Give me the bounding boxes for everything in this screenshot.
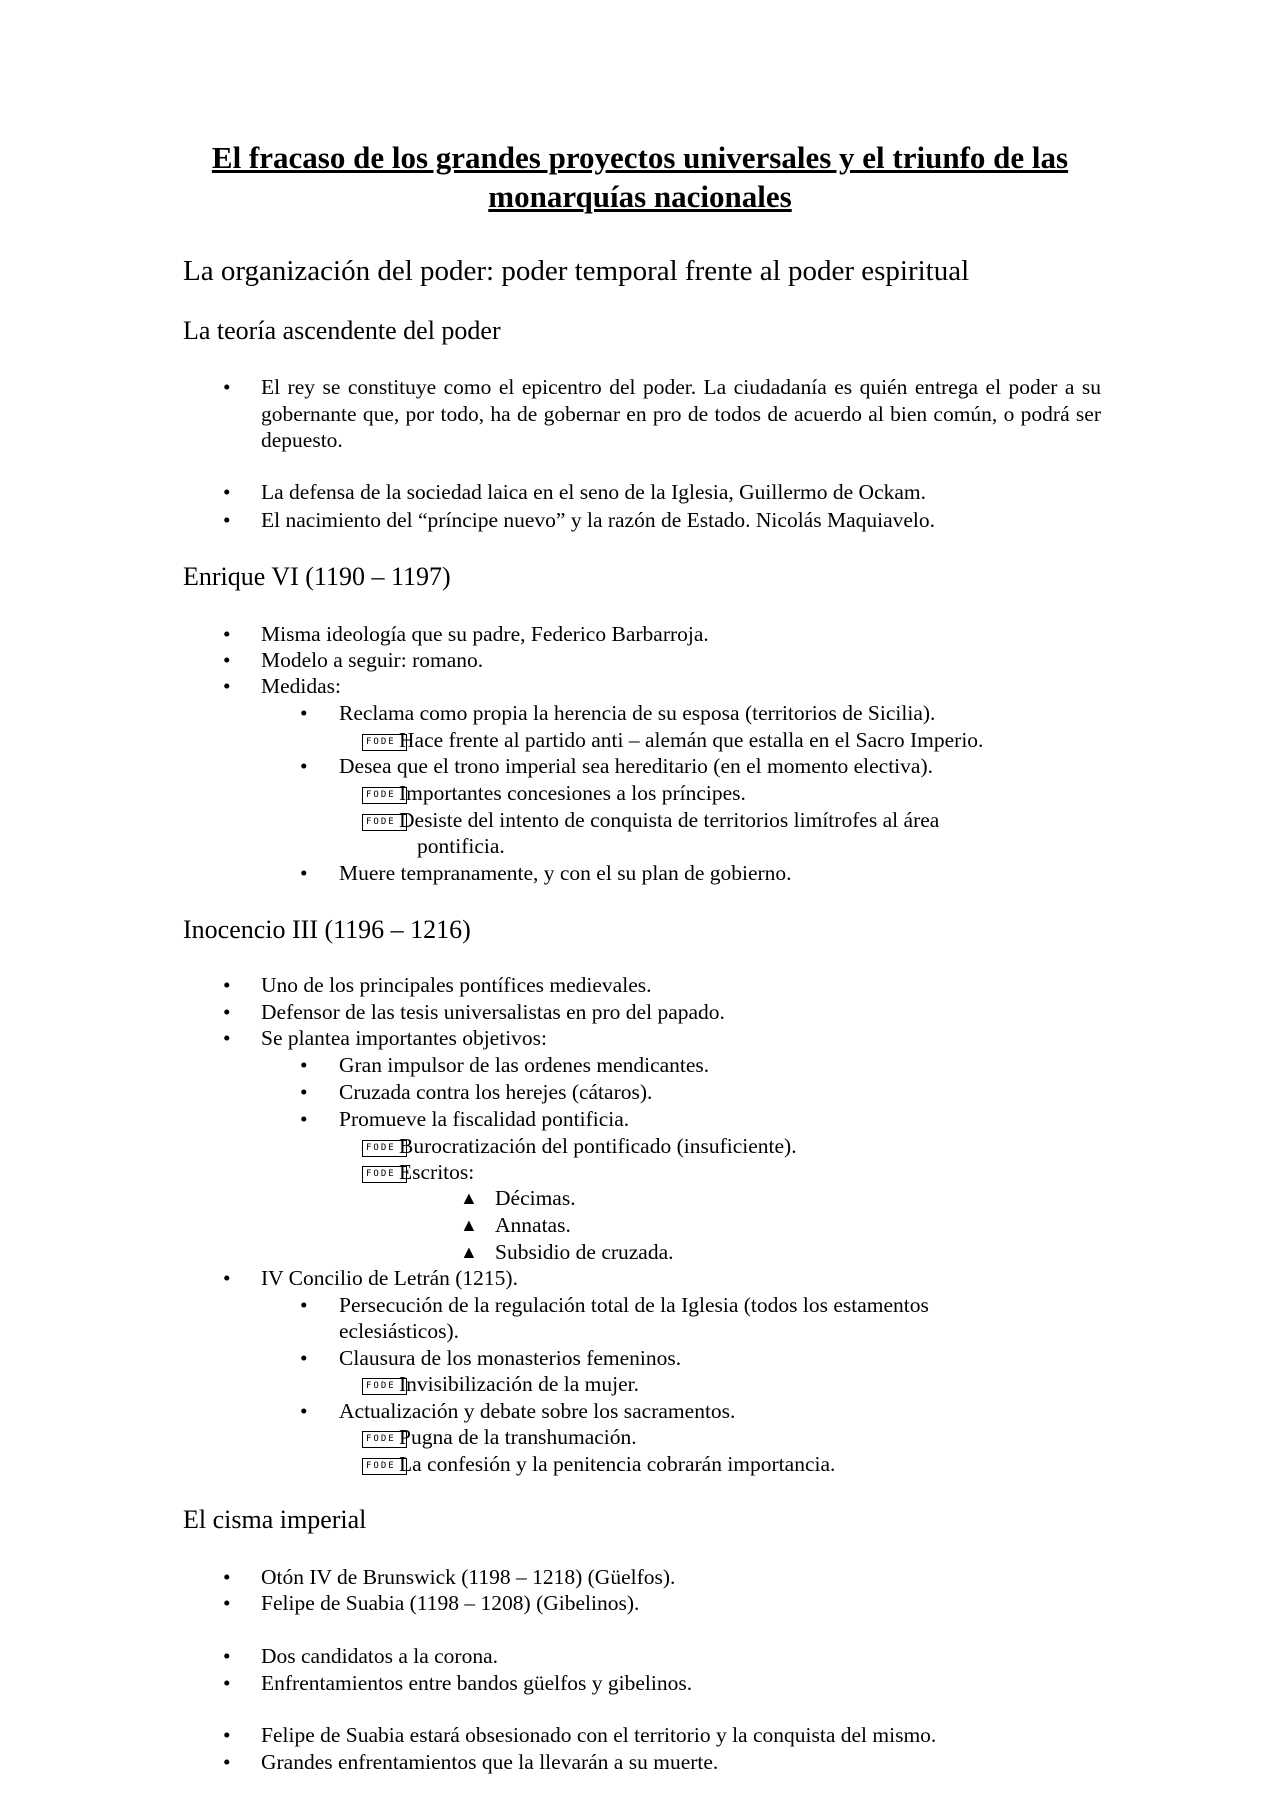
- list-item: Desea que el trono imperial sea hereditario (en el momento electiva).: [339, 754, 933, 778]
- triangle-bullet-icon: ▲: [460, 1242, 478, 1262]
- heading-inocencio: Inocencio III (1196 – 1216): [183, 915, 471, 944]
- field-placeholder-icon: FODE: [362, 1431, 407, 1448]
- bullet-icon: •: [300, 1293, 308, 1317]
- list-item: Subsidio de cruzada.: [495, 1240, 674, 1264]
- field-placeholder-icon: FODE: [362, 787, 407, 804]
- bullet-icon: •: [223, 1591, 231, 1615]
- bullet-icon: •: [223, 1026, 231, 1050]
- list-item-continuation: pontificia.: [417, 834, 505, 858]
- list-item: Importantes concesiones a los príncipes.: [399, 781, 746, 805]
- triangle-bullet-icon: ▲: [460, 1188, 478, 1208]
- list-item: Pugna de la transhumación.: [399, 1425, 637, 1449]
- bullet-icon: •: [223, 648, 231, 672]
- list-item: Hace frente al partido anti – alemán que estalla en el Sacro Imperio.: [399, 728, 984, 752]
- triangle-bullet-icon: ▲: [460, 1215, 478, 1235]
- list-item: Medidas:: [261, 674, 342, 698]
- list-item: Felipe de Suabia estará obsesionado con el territorio y la conquista del mismo.: [261, 1723, 937, 1747]
- field-placeholder-icon: FODE: [362, 1378, 407, 1395]
- bullet-icon: •: [300, 1346, 308, 1370]
- list-item: Actualización y debate sobre los sacramentos.: [339, 1399, 736, 1423]
- list-item: Persecución de la regulación total de la Iglesia (todos los estamentos: [339, 1293, 929, 1317]
- heading-enrique: Enrique VI (1190 – 1197): [183, 562, 451, 591]
- field-placeholder-icon: FODE: [362, 1166, 407, 1183]
- bullet-icon: •: [300, 1080, 308, 1104]
- list-item: Reclama como propia la herencia de su esposa (territorios de Sicilia).: [339, 701, 936, 725]
- list-item: Clausura de los monasterios femeninos.: [339, 1346, 682, 1370]
- list-item: Uno de los principales pontífices medievales.: [261, 973, 652, 997]
- list-item: Desiste del intento de conquista de territorios limítrofes al área: [399, 808, 940, 832]
- list-item: Muere tempranamente, y con el su plan de gobierno.: [339, 861, 792, 885]
- bullet-icon: •: [223, 674, 231, 698]
- bullet-icon: •: [223, 622, 231, 646]
- bullet-icon: •: [300, 1053, 308, 1077]
- field-placeholder-icon: FODE: [362, 1458, 407, 1475]
- bullet-icon: •: [300, 1399, 308, 1423]
- list-item: Invisibilización de la mujer.: [399, 1372, 640, 1396]
- bullet-icon: •: [300, 754, 308, 778]
- list-item: Modelo a seguir: romano.: [261, 648, 484, 672]
- list-item: Décimas.: [495, 1186, 576, 1210]
- bullet-icon: •: [223, 1565, 231, 1589]
- bullet-icon: •: [223, 1671, 231, 1695]
- list-item: Grandes enfrentamientos que la llevarán a su muerte.: [261, 1750, 719, 1774]
- bullet-icon: •: [223, 508, 231, 532]
- field-placeholder-icon: FODE: [362, 814, 407, 831]
- list-item: Cruzada contra los herejes (cátaros).: [339, 1080, 653, 1104]
- list-item: La defensa de la sociedad laica en el seno de la Iglesia, Guillermo de Ockam.: [261, 480, 927, 504]
- heading-cisma: El cisma imperial: [183, 1505, 367, 1534]
- document-title: El fracaso de los grandes proyectos universales y el triunfo de las monarquías nacionales: [211, 140, 1069, 214]
- list-item: Misma ideología que su padre, Federico Barbarroja.: [261, 622, 709, 646]
- list-item: La confesión y la penitencia cobrarán importancia.: [399, 1452, 836, 1476]
- field-placeholder-icon: FODE: [362, 1140, 407, 1157]
- list-item: Otón IV de Brunswick (1198 – 1218) (Güelfos).: [261, 1565, 676, 1589]
- list-item: Escritos:: [399, 1160, 475, 1184]
- list-item: El nacimiento del “príncipe nuevo” y la razón de Estado. Nicolás Maquiavelo.: [261, 508, 936, 532]
- bullet-icon: •: [300, 1107, 308, 1131]
- section-heading-organizacion: La organización del poder: poder temporal frente al poder espiritual: [183, 255, 970, 287]
- bullet-icon: •: [300, 701, 308, 725]
- list-item: Felipe de Suabia (1198 – 1208) (Gibelinos).: [261, 1591, 640, 1615]
- bullet-icon: •: [300, 861, 308, 885]
- list-item: El rey se constituye como el epicentro del poder. La ciudadanía es quién entrega el poder a su gobernante que, por todo, ha de gobernar en pro de todos de acuerdo al bien común, o podrá ser depuesto.: [261, 375, 1101, 452]
- list-item: Burocratización del pontificado (insuficiente).: [399, 1134, 797, 1158]
- list-item-continuation: eclesiásticos).: [339, 1319, 459, 1343]
- list-item: Se plantea importantes objetivos:: [261, 1026, 548, 1050]
- bullet-icon: •: [223, 1266, 231, 1290]
- list-item: IV Concilio de Letrán (1215).: [261, 1266, 518, 1290]
- bullet-icon: •: [223, 973, 231, 997]
- list-item: Enfrentamientos entre bandos güelfos y gibelinos.: [261, 1671, 693, 1695]
- list-item: Annatas.: [495, 1213, 571, 1237]
- bullet-icon: •: [223, 480, 231, 504]
- bullet-icon: •: [223, 1750, 231, 1774]
- bullet-icon: •: [223, 375, 231, 399]
- bullet-icon: •: [223, 1723, 231, 1747]
- list-item: Dos candidatos a la corona.: [261, 1644, 499, 1668]
- list-item: Promueve la fiscalidad pontificia.: [339, 1107, 630, 1131]
- field-placeholder-icon: FODE: [362, 734, 407, 751]
- list-item: Defensor de las tesis universalistas en pro del papado.: [261, 1000, 725, 1024]
- list-item: Gran impulsor de las ordenes mendicantes.: [339, 1053, 710, 1077]
- heading-teoria: La teoría ascendente del poder: [183, 316, 501, 345]
- bullet-icon: •: [223, 1000, 231, 1024]
- bullet-icon: •: [223, 1644, 231, 1668]
